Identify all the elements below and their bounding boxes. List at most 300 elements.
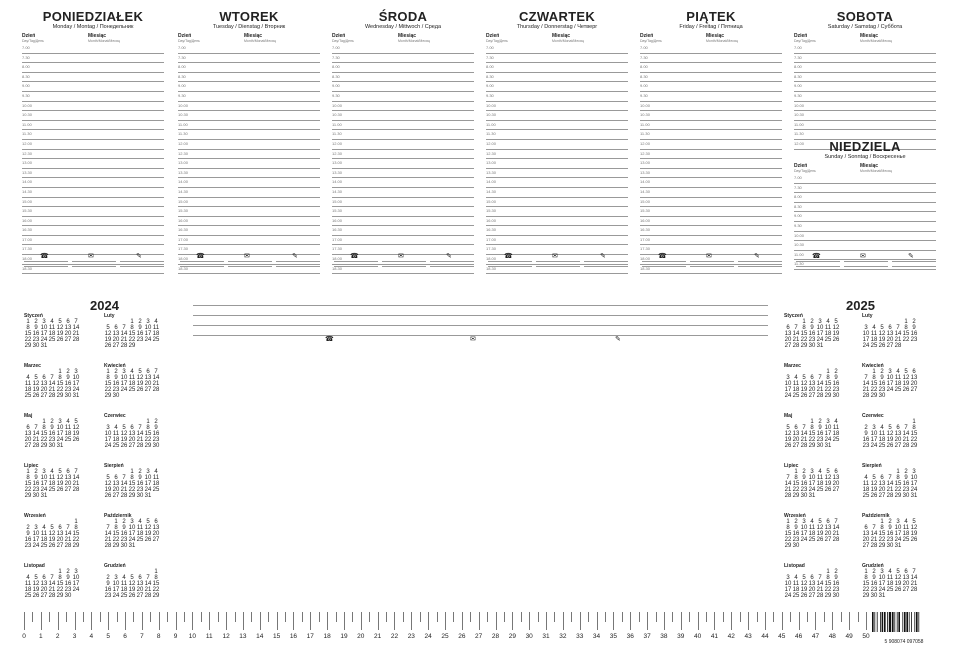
hour-row[interactable]: 11.30 bbox=[332, 130, 474, 140]
hour-row[interactable]: 15.30 bbox=[640, 207, 782, 217]
day-column bbox=[640, 10, 782, 274]
day-number: 8 bbox=[58, 375, 62, 381]
icon-cell[interactable] bbox=[382, 250, 430, 268]
hour-row[interactable]: 14.00 bbox=[486, 178, 628, 188]
day-number: 11 bbox=[128, 375, 136, 381]
ruler-label: 0 bbox=[22, 633, 26, 640]
day-number: 28 bbox=[48, 593, 56, 599]
day-number: 27 bbox=[902, 587, 910, 593]
hour-row[interactable]: 12.00 bbox=[486, 140, 628, 150]
hour-row[interactable]: 14.30 bbox=[640, 188, 782, 198]
day-number: 25 bbox=[48, 337, 56, 343]
ruler-tick bbox=[554, 612, 555, 622]
hour-row[interactable]: 12.00 bbox=[22, 140, 164, 150]
week-row bbox=[784, 493, 862, 499]
day-number: 20 bbox=[784, 337, 792, 343]
hour-row[interactable]: 13.30 bbox=[486, 169, 628, 179]
ruler-tick bbox=[327, 612, 328, 630]
icon-line bbox=[488, 261, 532, 262]
icon-line bbox=[536, 266, 580, 267]
ruler-label: 14 bbox=[256, 633, 264, 640]
hour-row[interactable]: 7.30 bbox=[794, 54, 936, 64]
hour-row[interactable]: 12.30 bbox=[486, 150, 628, 160]
day-number: 7 bbox=[74, 319, 78, 325]
hour-row[interactable]: 9.00 bbox=[794, 82, 936, 92]
hour-row[interactable]: 13.00 bbox=[486, 159, 628, 169]
ruler-label: 40 bbox=[693, 633, 702, 640]
day-number: 11 bbox=[808, 525, 816, 531]
hour-row[interactable]: 8.30 bbox=[22, 73, 164, 83]
hour-row[interactable]: 17.00 bbox=[22, 236, 164, 246]
hour-row[interactable]: 9.00 bbox=[332, 82, 474, 92]
hour-row[interactable]: 13.00 bbox=[332, 159, 474, 169]
hour-row[interactable]: 12.30 bbox=[332, 150, 474, 160]
hour-row[interactable]: 14.30 bbox=[332, 188, 474, 198]
day-number: 14 bbox=[72, 475, 80, 481]
notes-area[interactable] bbox=[193, 296, 768, 336]
hour-row[interactable]: 7.00 bbox=[332, 44, 474, 54]
hour-row[interactable]: 15.00 bbox=[332, 198, 474, 208]
hour-row[interactable]: 13.30 bbox=[640, 169, 782, 179]
hour-row[interactable]: 7.30 bbox=[486, 54, 628, 64]
day-number: 19 bbox=[886, 437, 894, 443]
day-number: 24 bbox=[816, 337, 824, 343]
icon-line bbox=[796, 261, 840, 262]
ruler-tick bbox=[521, 612, 522, 622]
day-number: 14 bbox=[144, 581, 152, 587]
hour-row[interactable]: 9.30 bbox=[640, 92, 782, 102]
hour-row[interactable]: 9.30 bbox=[178, 92, 320, 102]
icon-cell[interactable] bbox=[690, 250, 738, 268]
day-number: 11 bbox=[878, 431, 886, 437]
hour-row[interactable]: 10.00 bbox=[486, 102, 628, 112]
hour-row[interactable]: 8.30 bbox=[486, 73, 628, 83]
month bbox=[104, 363, 182, 399]
day-number: 26 bbox=[886, 443, 894, 449]
day-number: 19 bbox=[144, 531, 152, 537]
hour-row[interactable]: 10.00 bbox=[794, 232, 936, 242]
hour-row[interactable]: 14.30 bbox=[178, 188, 320, 198]
hour-row[interactable]: 12.00 bbox=[794, 140, 936, 150]
day-number: 9 bbox=[810, 325, 814, 331]
hour-row[interactable]: 14.00 bbox=[332, 178, 474, 188]
day-number: 3 bbox=[42, 319, 46, 325]
hour-row[interactable]: 12.00 bbox=[178, 140, 320, 150]
icon-cell[interactable] bbox=[72, 250, 120, 268]
day-number: 28 bbox=[792, 343, 800, 349]
day-number: 29 bbox=[128, 493, 136, 499]
day-number: 10 bbox=[784, 381, 792, 387]
hour-row[interactable]: 10.00 bbox=[640, 102, 782, 112]
day-number: 2 bbox=[912, 319, 916, 325]
hour-row[interactable]: 10.00 bbox=[794, 102, 936, 112]
day-number: 27 bbox=[824, 537, 832, 543]
ruler-tick bbox=[83, 612, 84, 622]
day-number: 2 bbox=[34, 319, 38, 325]
hour-row[interactable]: 18.00 bbox=[332, 255, 474, 265]
day-number: 21 bbox=[816, 387, 824, 393]
day-number: 28 bbox=[48, 393, 56, 399]
hour-row[interactable]: 10.30 bbox=[332, 111, 474, 121]
hour-row[interactable]: 18.00 bbox=[22, 255, 164, 265]
hour-row[interactable]: 17.00 bbox=[486, 236, 628, 246]
day-number: 27 bbox=[784, 343, 792, 349]
hour-row[interactable]: 17.30 bbox=[22, 245, 164, 255]
day-number: 20 bbox=[910, 381, 918, 387]
hour-row[interactable]: 9.30 bbox=[794, 92, 936, 102]
miesiac-label: Miesiąc bbox=[88, 33, 107, 39]
hour-row[interactable]: 13.00 bbox=[640, 159, 782, 169]
day-number: 1 bbox=[786, 519, 790, 525]
hour-row[interactable]: 17.30 bbox=[640, 245, 782, 255]
hour-row[interactable]: 11.00 bbox=[332, 121, 474, 131]
day-number: 9 bbox=[34, 475, 38, 481]
day-subtitle: Thursday / Donnerstag / Четверг bbox=[516, 24, 598, 30]
hour-row[interactable]: 15.30 bbox=[486, 207, 628, 217]
hour-row[interactable]: 7.30 bbox=[332, 54, 474, 64]
day-icons bbox=[488, 250, 632, 268]
icon-cell[interactable] bbox=[228, 250, 276, 268]
hour-row[interactable]: 8.30 bbox=[178, 73, 320, 83]
hour-row[interactable]: 11.00 bbox=[486, 121, 628, 131]
hour-row[interactable]: 11.00 bbox=[178, 121, 320, 131]
day-number: 21 bbox=[120, 337, 128, 343]
hour-row[interactable]: 7.30 bbox=[22, 54, 164, 64]
day-number: 9 bbox=[122, 525, 126, 531]
hour-row[interactable]: 7.00 bbox=[640, 44, 782, 54]
hour-row[interactable]: 18.00 bbox=[178, 255, 320, 265]
miesiac-label: Miesiąc bbox=[860, 33, 879, 39]
hour-row[interactable]: 16.30 bbox=[332, 226, 474, 236]
hour-row[interactable]: 9.00 bbox=[640, 82, 782, 92]
hour-row[interactable]: 15.00 bbox=[22, 198, 164, 208]
day-number: 3 bbox=[146, 469, 150, 475]
day-number: 8 bbox=[106, 375, 110, 381]
hour-row[interactable]: 10.00 bbox=[22, 102, 164, 112]
hour-row[interactable]: 9.00 bbox=[22, 82, 164, 92]
hour-row[interactable]: 18.30 bbox=[178, 265, 320, 275]
hour-row[interactable]: 14.30 bbox=[22, 188, 164, 198]
hour-row[interactable]: 13.00 bbox=[178, 159, 320, 169]
hour-row[interactable]: 15.00 bbox=[486, 198, 628, 208]
ruler-label: 11 bbox=[205, 633, 213, 640]
day-icons bbox=[24, 250, 168, 268]
ruler-tick bbox=[706, 612, 707, 622]
hour-row[interactable]: 14.30 bbox=[486, 188, 628, 198]
day-number: 17 bbox=[40, 481, 48, 487]
hour-row[interactable]: 7.00 bbox=[486, 44, 628, 54]
day-number: 5 bbox=[122, 425, 126, 431]
hour-row[interactable]: 16.30 bbox=[486, 226, 628, 236]
icon-cell[interactable] bbox=[334, 250, 382, 268]
day-number: 21 bbox=[902, 437, 910, 443]
hour-row[interactable]: 15.30 bbox=[178, 207, 320, 217]
hour-row[interactable]: 8.00 bbox=[486, 63, 628, 73]
day-number: 5 bbox=[146, 519, 150, 525]
hour-row[interactable]: 10.30 bbox=[486, 111, 628, 121]
day-number: 27 bbox=[112, 493, 120, 499]
hour-row[interactable]: 11.00 bbox=[640, 121, 782, 131]
day-number: 7 bbox=[834, 519, 838, 525]
icon-cell[interactable] bbox=[584, 250, 632, 268]
icon-cell[interactable] bbox=[642, 250, 690, 268]
day-number: 21 bbox=[870, 537, 878, 543]
hour-row[interactable]: 15.30 bbox=[22, 207, 164, 217]
ruler-tick bbox=[529, 612, 530, 630]
ruler-tick bbox=[740, 612, 741, 622]
day-number: 5 bbox=[786, 425, 790, 431]
day-number: 23 bbox=[120, 537, 128, 543]
day-number: 25 bbox=[64, 437, 72, 443]
day-number: 22 bbox=[128, 487, 136, 493]
hour-row[interactable]: 10.30 bbox=[794, 111, 936, 121]
day-number: 14 bbox=[910, 575, 918, 581]
day-number: 7 bbox=[50, 575, 54, 581]
hour-row[interactable]: 12.00 bbox=[332, 140, 474, 150]
day-number: 3 bbox=[786, 575, 790, 581]
icon-cell[interactable] bbox=[120, 250, 168, 268]
day-number: 26 bbox=[48, 543, 56, 549]
day-number: 11 bbox=[902, 525, 910, 531]
icon-line bbox=[536, 261, 580, 262]
day-number: 26 bbox=[32, 393, 40, 399]
hour-row[interactable]: 16.00 bbox=[332, 217, 474, 227]
hour-row[interactable]: 18.00 bbox=[486, 255, 628, 265]
icon-cell[interactable] bbox=[276, 250, 324, 268]
hour-row[interactable]: 12.30 bbox=[640, 150, 782, 160]
day-number: 19 bbox=[48, 537, 56, 543]
day-number: 20 bbox=[886, 337, 894, 343]
icon-cell[interactable] bbox=[24, 250, 72, 268]
hour-row[interactable]: 11.30 bbox=[486, 130, 628, 140]
hour-row[interactable]: 10.30 bbox=[640, 111, 782, 121]
hour-row[interactable]: 17.30 bbox=[486, 245, 628, 255]
month-name: Czerwiec bbox=[104, 413, 126, 419]
hour-row[interactable]: 12.30 bbox=[22, 150, 164, 160]
hour-row[interactable]: 10.00 bbox=[332, 102, 474, 112]
hour-row[interactable]: 14.00 bbox=[22, 178, 164, 188]
day-number: 6 bbox=[66, 319, 70, 325]
hour-lines bbox=[22, 44, 164, 274]
hour-row[interactable]: 17.30 bbox=[332, 245, 474, 255]
hour-row[interactable]: 17.30 bbox=[178, 245, 320, 255]
day-number: 10 bbox=[886, 375, 894, 381]
hour-row[interactable]: 14.00 bbox=[640, 178, 782, 188]
hour-row[interactable]: 14.00 bbox=[178, 178, 320, 188]
day-number: 23 bbox=[104, 593, 112, 599]
hour-row[interactable]: 13.30 bbox=[178, 169, 320, 179]
day-number: 9 bbox=[50, 425, 54, 431]
hour-row[interactable]: 9.00 bbox=[794, 212, 936, 222]
hour-row[interactable]: 9.30 bbox=[332, 92, 474, 102]
ruler-label: 29 bbox=[508, 633, 516, 640]
hour-row[interactable]: 11.30 bbox=[178, 130, 320, 140]
day-subtitle: Wednesday / Mittwoch / Среда bbox=[364, 24, 442, 30]
hour-row[interactable]: 8.30 bbox=[640, 73, 782, 83]
hour-row[interactable]: 13.30 bbox=[332, 169, 474, 179]
day-number: 3 bbox=[810, 469, 814, 475]
hour-row[interactable]: 18.30 bbox=[486, 265, 628, 275]
hour-row[interactable]: 15.30 bbox=[332, 207, 474, 217]
hour-row[interactable]: 9.30 bbox=[486, 92, 628, 102]
hour-row[interactable]: 8.00 bbox=[178, 63, 320, 73]
icon-cell[interactable] bbox=[796, 250, 844, 268]
icon-cell[interactable] bbox=[738, 250, 786, 268]
hour-row[interactable]: 18.30 bbox=[332, 265, 474, 275]
ruler-tick bbox=[32, 612, 33, 622]
hour-row[interactable]: 7.00 bbox=[178, 44, 320, 54]
day-number: 15 bbox=[112, 531, 120, 537]
day-number: 26 bbox=[832, 337, 840, 343]
day-number: 17 bbox=[56, 431, 64, 437]
hour-row[interactable]: 16.30 bbox=[640, 226, 782, 236]
hour-row[interactable]: 11.30 bbox=[640, 130, 782, 140]
day-number: 14 bbox=[136, 431, 144, 437]
day-number: 13 bbox=[24, 431, 32, 437]
hour-row[interactable]: 8.00 bbox=[794, 63, 936, 73]
hour-row[interactable]: 11.00 bbox=[22, 121, 164, 131]
day-number: 19 bbox=[800, 587, 808, 593]
day-number: 6 bbox=[826, 519, 830, 525]
dzien-label: Dzień bbox=[332, 33, 346, 39]
day-number: 7 bbox=[904, 425, 908, 431]
ruler-tick bbox=[361, 612, 362, 630]
ruler-tick bbox=[504, 612, 505, 622]
day-number: 23 bbox=[816, 437, 824, 443]
ruler-tick bbox=[496, 612, 497, 630]
ruler-tick bbox=[605, 612, 606, 622]
hour-row[interactable]: 18.30 bbox=[22, 265, 164, 275]
hour-row[interactable]: 16.00 bbox=[22, 217, 164, 227]
day-number: 7 bbox=[888, 475, 892, 481]
hour-row[interactable]: 13.30 bbox=[22, 169, 164, 179]
day-number: 25 bbox=[894, 387, 902, 393]
day-number: 31 bbox=[910, 493, 918, 499]
hour-row[interactable]: 16.30 bbox=[22, 226, 164, 236]
day-number: 7 bbox=[34, 425, 38, 431]
day-number: 23 bbox=[832, 387, 840, 393]
hour-row[interactable]: 9.30 bbox=[794, 222, 936, 232]
ruler-label: 42 bbox=[727, 633, 735, 640]
hour-row[interactable]: 7.00 bbox=[794, 44, 936, 54]
day-number: 10 bbox=[808, 475, 816, 481]
icon-cell[interactable] bbox=[536, 250, 584, 268]
hour-row[interactable]: 10.30 bbox=[794, 241, 936, 251]
hour-row[interactable]: 16.00 bbox=[486, 217, 628, 227]
day-number: 15 bbox=[824, 381, 832, 387]
hour-row[interactable]: 16.30 bbox=[178, 226, 320, 236]
hour-row[interactable]: 11.30 bbox=[794, 130, 936, 140]
hour-row[interactable]: 17.00 bbox=[178, 236, 320, 246]
day-number: 2 bbox=[34, 469, 38, 475]
day-number: 17 bbox=[894, 531, 902, 537]
ruler-label: 36 bbox=[626, 633, 634, 640]
icon-cell[interactable] bbox=[892, 250, 940, 268]
hour-lines bbox=[332, 44, 474, 274]
icon-cell[interactable] bbox=[488, 250, 536, 268]
hour-row[interactable]: 11.30 bbox=[794, 260, 936, 270]
ruler-tick bbox=[563, 612, 564, 630]
hour-row[interactable]: 15.00 bbox=[178, 198, 320, 208]
hour-row[interactable]: 18.00 bbox=[640, 255, 782, 265]
day-number: 17 bbox=[144, 331, 152, 337]
dzien-sub-label: Day/Tag/День bbox=[178, 39, 200, 43]
hour-row[interactable]: 8.00 bbox=[332, 63, 474, 73]
hour-row[interactable]: 12.30 bbox=[178, 150, 320, 160]
icon-cell[interactable] bbox=[844, 250, 892, 268]
hour-row[interactable]: 10.30 bbox=[178, 111, 320, 121]
day-number: 22 bbox=[152, 587, 160, 593]
day-number: 27 bbox=[792, 443, 800, 449]
hour-row[interactable]: 7.30 bbox=[178, 54, 320, 64]
hour-row[interactable]: 9.00 bbox=[486, 82, 628, 92]
day-number: 30 bbox=[800, 493, 808, 499]
hour-row[interactable]: 11.00 bbox=[794, 121, 936, 131]
ruler-label: 24 bbox=[424, 633, 432, 640]
hour-row[interactable]: 8.30 bbox=[332, 73, 474, 83]
hour-row[interactable]: 8.00 bbox=[640, 63, 782, 73]
hour-row[interactable]: 11.30 bbox=[22, 130, 164, 140]
month bbox=[104, 563, 182, 599]
hour-row[interactable]: 16.00 bbox=[178, 217, 320, 227]
day-number: 25 bbox=[152, 337, 160, 343]
ruler-tick bbox=[453, 612, 454, 622]
day-number: 11 bbox=[48, 325, 56, 331]
hour-row[interactable]: 10.00 bbox=[178, 102, 320, 112]
hour-row[interactable]: 17.00 bbox=[332, 236, 474, 246]
day-number: 13 bbox=[784, 331, 792, 337]
day-number: 27 bbox=[808, 593, 816, 599]
hour-row[interactable]: 18.30 bbox=[640, 265, 782, 275]
day-number: 12 bbox=[870, 481, 878, 487]
hour-row[interactable]: 9.00 bbox=[178, 82, 320, 92]
hour-row[interactable]: 7.00 bbox=[794, 174, 936, 184]
hour-row[interactable]: 7.30 bbox=[640, 54, 782, 64]
hour-row[interactable]: 11.00 bbox=[794, 251, 936, 261]
hour-row[interactable]: 15.00 bbox=[640, 198, 782, 208]
week-row bbox=[104, 543, 182, 549]
day-number: 1 bbox=[58, 369, 62, 375]
day-number: 15 bbox=[784, 531, 792, 537]
hour-row[interactable]: 8.30 bbox=[794, 203, 936, 213]
hour-row[interactable]: 8.30 bbox=[794, 73, 936, 83]
hour-row[interactable]: 10.30 bbox=[22, 111, 164, 121]
icon-cell[interactable] bbox=[180, 250, 228, 268]
day-number: 16 bbox=[832, 581, 840, 587]
icon-cell[interactable] bbox=[430, 250, 478, 268]
hour-row[interactable]: 17.00 bbox=[640, 236, 782, 246]
day-number: 11 bbox=[816, 475, 824, 481]
hour-row[interactable]: 7.30 bbox=[794, 184, 936, 194]
day-number: 1 bbox=[896, 469, 900, 475]
day-number: 6 bbox=[26, 425, 30, 431]
hour-row[interactable]: 12.00 bbox=[640, 140, 782, 150]
ruler-label: 39 bbox=[677, 633, 685, 640]
ruler-tick bbox=[445, 612, 446, 630]
hour-row[interactable]: 7.00 bbox=[22, 44, 164, 54]
ruler-tick bbox=[748, 612, 749, 630]
hour-row[interactable]: 16.00 bbox=[640, 217, 782, 227]
hour-row[interactable]: 8.00 bbox=[794, 193, 936, 203]
day-number: 30 bbox=[792, 543, 800, 549]
envelope-icon: ✉ bbox=[860, 253, 866, 260]
day-number: 17 bbox=[800, 531, 808, 537]
hour-row[interactable]: 13.00 bbox=[22, 159, 164, 169]
hour-row[interactable]: 8.00 bbox=[22, 63, 164, 73]
ruler-tick bbox=[293, 612, 294, 630]
day-number: 29 bbox=[870, 393, 878, 399]
hour-row[interactable]: 9.30 bbox=[22, 92, 164, 102]
